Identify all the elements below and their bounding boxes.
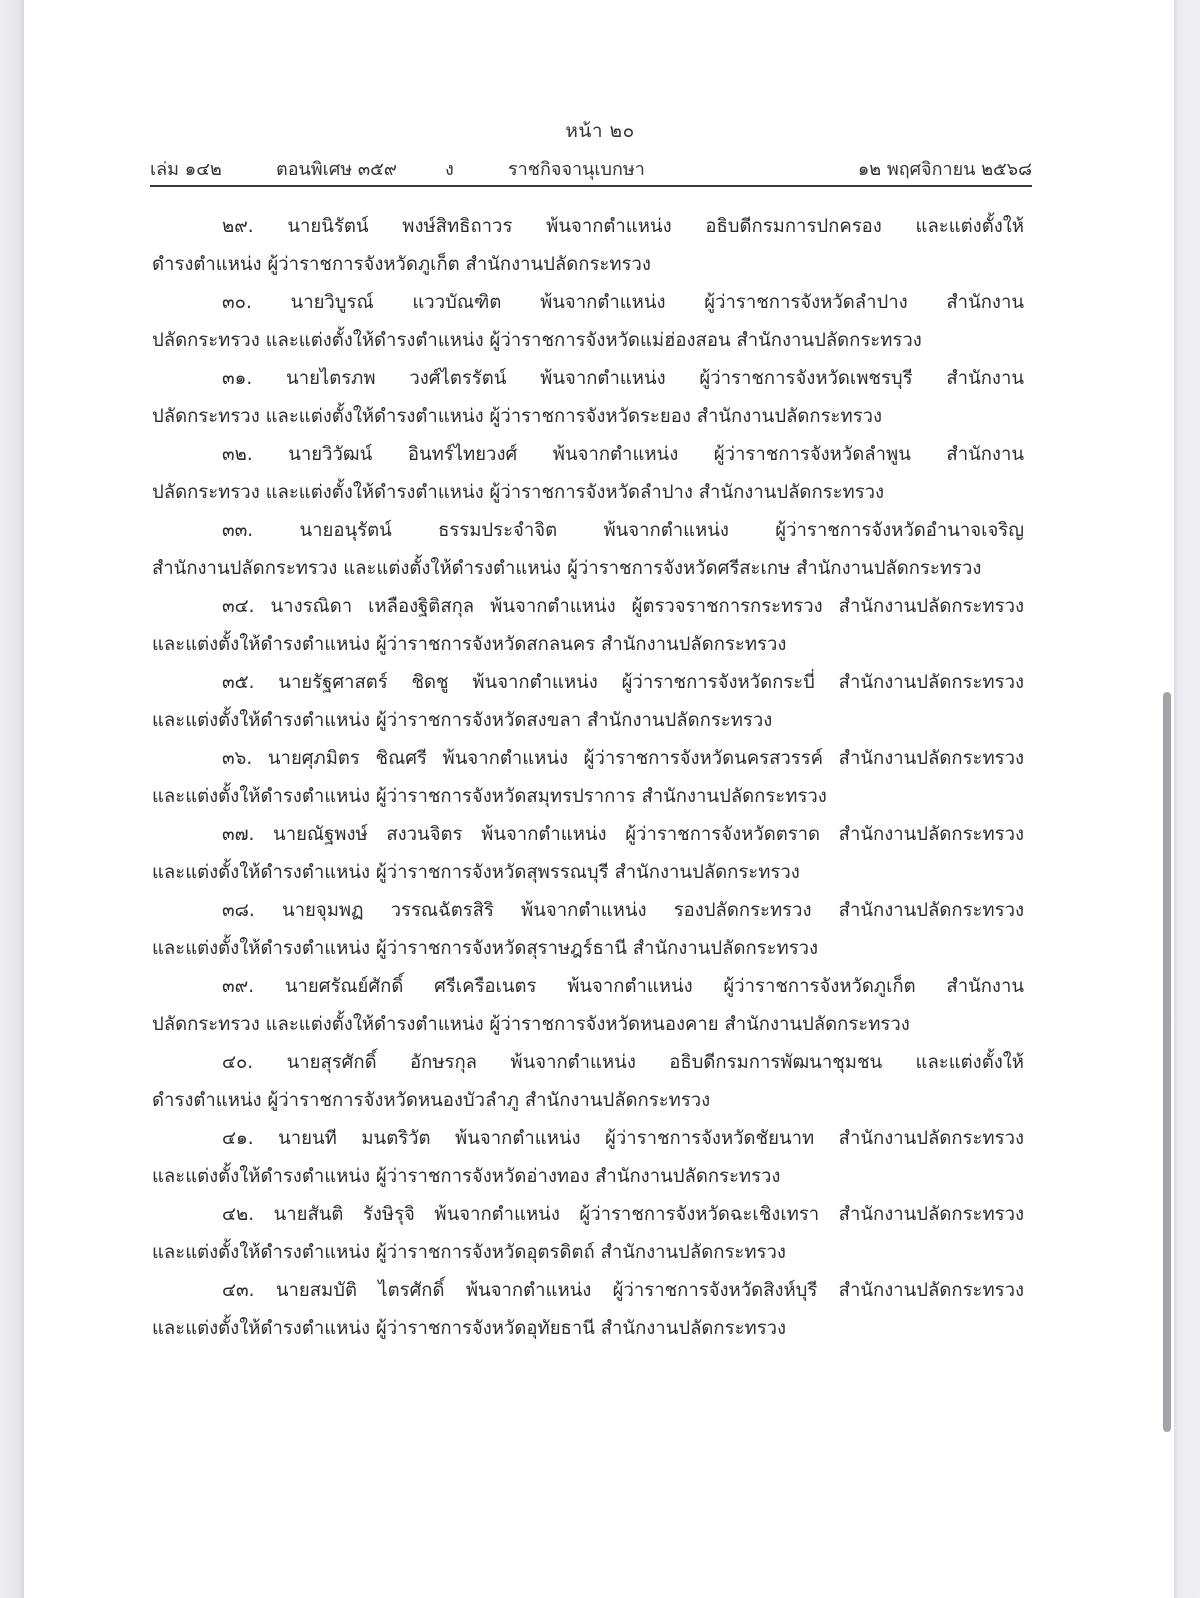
header-date: ๑๒ พฤศจิกายน ๒๕๖๘ xyxy=(857,159,1032,180)
item-continuation-line: และแต่งตั้งให้ดำรงตำแหน่ง ผู้ว่าราชการจังหวัดสงขลา สำนักงานปลัดกระทรวง xyxy=(152,710,773,731)
item-continuation-line: และแต่งตั้งให้ดำรงตำแหน่ง ผู้ว่าราชการจังหวัดสมุทรปราการ สำนักงานปลัดกระทรวง xyxy=(152,786,827,807)
item-continuation-line: สำนักงานปลัดกระทรวง และแต่งตั้งให้ดำรงตำแหน่ง ผู้ว่าราชการจังหวัดศรีสะเกษ สำนักงานปลัดกระทรวง xyxy=(152,558,982,579)
item-continuation-line: และแต่งตั้งให้ดำรงตำแหน่ง ผู้ว่าราชการจังหวัดสุราษฎร์ธานี สำนักงานปลัดกระทรวง xyxy=(152,938,819,959)
header-issue: ตอนพิเศษ ๓๕๙ xyxy=(276,159,397,180)
list-item xyxy=(152,968,1024,1044)
scrollbar-track[interactable] xyxy=(1174,0,1200,1598)
page-number: หน้า ๒๐ xyxy=(565,120,635,142)
item-first-line: ๔๒. นายสันติ รังษิรุจิ พ้นจากตำแหน่ง ผู้ว่าราชการจังหวัดฉะเชิงเทรา สำนักงานปลัดกระทรวง xyxy=(222,1204,1024,1225)
item-first-line: ๒๙. นายนิรัตน์ พงษ์สิทธิถาวร พ้นจากตำแหน่ง อธิบดีกรมการปกครอง และแต่งตั้งให้ xyxy=(222,216,1024,237)
item-continuation-line: และแต่งตั้งให้ดำรงตำแหน่ง ผู้ว่าราชการจังหวัดอุทัยธานี สำนักงานปลัดกระทรวง xyxy=(152,1318,787,1339)
list-item xyxy=(152,1196,1024,1272)
list-item xyxy=(152,816,1024,892)
header-divider xyxy=(150,185,1032,187)
header-volume: เล่ม ๑๔๒ xyxy=(150,159,222,180)
scrollbar-thumb[interactable] xyxy=(1163,692,1171,1432)
list-item xyxy=(152,1272,1024,1348)
list-item xyxy=(152,1044,1024,1120)
item-first-line: ๓๕. นายรัฐศาสตร์ ชิดชู พ้นจากตำแหน่ง ผู้ว่าราชการจังหวัดกระบี่ สำนักงานปลัดกระทรวง xyxy=(222,672,1024,693)
header-section: ง xyxy=(445,159,454,180)
item-first-line: ๓๓. นายอนุรัตน์ ธรรมประจำจิต พ้นจากตำแหน่ง ผู้ว่าราชการจังหวัดอำนาจเจริญ xyxy=(222,520,1024,541)
item-continuation-line: และแต่งตั้งให้ดำรงตำแหน่ง ผู้ว่าราชการจังหวัดอ่างทอง สำนักงานปลัดกระทรวง xyxy=(152,1166,781,1187)
item-first-line: ๓๘. นายจุมพฏ วรรณฉัตรสิริ พ้นจากตำแหน่ง รองปลัดกระทรวง สำนักงานปลัดกระทรวง xyxy=(222,900,1024,921)
appointment-list xyxy=(152,208,1024,1348)
item-continuation-line: และแต่งตั้งให้ดำรงตำแหน่ง ผู้ว่าราชการจังหวัดสกลนคร สำนักงานปลัดกระทรวง xyxy=(152,634,787,655)
item-continuation-line: ปลัดกระทรวง และแต่งตั้งให้ดำรงตำแหน่ง ผู้ว่าราชการจังหวัดแม่ฮ่องสอน สำนักงานปลัดกระทรวง xyxy=(152,330,922,351)
item-first-line: ๓๑. นายไตรภพ วงศ์ไตรรัตน์ พ้นจากตำแหน่ง ผู้ว่าราชการจังหวัดเพชรบุรี สำนักงาน xyxy=(222,368,1024,389)
item-continuation-line: ปลัดกระทรวง และแต่งตั้งให้ดำรงตำแหน่ง ผู้ว่าราชการจังหวัดระยอง สำนักงานปลัดกระทรวง xyxy=(152,406,883,427)
item-first-line: ๔๓. นายสมบัติ ไตรศักดิ์ พ้นจากตำแหน่ง ผู้ว่าราชการจังหวัดสิงห์บุรี สำนักงานปลัดกระทรวง xyxy=(222,1280,1024,1301)
item-continuation-line: และแต่งตั้งให้ดำรงตำแหน่ง ผู้ว่าราชการจังหวัดสุพรรณบุรี สำนักงานปลัดกระทรวง xyxy=(152,862,800,883)
list-item xyxy=(152,436,1024,512)
item-continuation-line: และแต่งตั้งให้ดำรงตำแหน่ง ผู้ว่าราชการจังหวัดอุตรดิตถ์ สำนักงานปลัดกระทรวง xyxy=(152,1242,786,1263)
item-first-line: ๔๑. นายนที มนตริวัต พ้นจากตำแหน่ง ผู้ว่าราชการจังหวัดชัยนาท สำนักงานปลัดกระทรวง xyxy=(222,1128,1024,1149)
list-item xyxy=(152,740,1024,816)
item-first-line: ๓๗. นายณัฐพงษ์ สงวนจิตร พ้นจากตำแหน่ง ผู้ว่าราชการจังหวัดตราด สำนักงานปลัดกระทรวง xyxy=(222,824,1024,845)
list-item xyxy=(152,512,1024,588)
header-publication: ราชกิจจานุเบกษา xyxy=(508,159,645,180)
item-continuation-line: ปลัดกระทรวง และแต่งตั้งให้ดำรงตำแหน่ง ผู้ว่าราชการจังหวัดลำปาง สำนักงานปลัดกระทรวง xyxy=(152,482,885,503)
item-first-line: ๔๐. นายสุรศักดิ์ อักษรกุล พ้นจากตำแหน่ง อธิบดีกรมการพัฒนาชุมชน และแต่งตั้งให้ xyxy=(222,1052,1024,1073)
list-item xyxy=(152,208,1024,284)
item-continuation-line: ปลัดกระทรวง และแต่งตั้งให้ดำรงตำแหน่ง ผู้ว่าราชการจังหวัดหนองคาย สำนักงานปลัดกระทรวง xyxy=(152,1014,910,1035)
item-first-line: ๓๐. นายวิบูรณ์ แววบัณฑิต พ้นจากตำแหน่ง ผู้ว่าราชการจังหวัดลำปาง สำนักงาน xyxy=(222,292,1024,313)
list-item xyxy=(152,664,1024,740)
item-first-line: ๓๙. นายศรัณย์ศักดิ์ ศรีเครือเนตร พ้นจากตำแหน่ง ผู้ว่าราชการจังหวัดภูเก็ต สำนักงาน xyxy=(222,976,1024,997)
item-first-line: ๓๔. นางรณิดา เหลืองฐิติสกุล พ้นจากตำแหน่ง ผู้ตรวจราชการกระทรวง สำนักงานปลัดกระทรวง xyxy=(222,596,1024,617)
viewer-left-margin xyxy=(0,0,24,1598)
list-item xyxy=(152,360,1024,436)
item-first-line: ๓๖. นายศุภมิตร ชิณศรี พ้นจากตำแหน่ง ผู้ว่าราชการจังหวัดนครสวรรค์ สำนักงานปลัดกระทรวง xyxy=(222,748,1024,769)
gazette-header xyxy=(150,154,1032,184)
item-first-line: ๓๒. นายวิวัฒน์ อินทร์ไทยวงศ์ พ้นจากตำแหน่ง ผู้ว่าราชการจังหวัดลำพูน สำนักงาน xyxy=(222,444,1024,465)
list-item xyxy=(152,892,1024,968)
list-item xyxy=(152,284,1024,360)
item-continuation-line: ดำรงตำแหน่ง ผู้ว่าราชการจังหวัดภูเก็ต สำนักงานปลัดกระทรวง xyxy=(152,254,651,275)
item-continuation-line: ดำรงตำแหน่ง ผู้ว่าราชการจังหวัดหนองบัวลำภู สำนักงานปลัดกระทรวง xyxy=(152,1090,711,1111)
list-item xyxy=(152,588,1024,664)
list-item xyxy=(152,1120,1024,1196)
